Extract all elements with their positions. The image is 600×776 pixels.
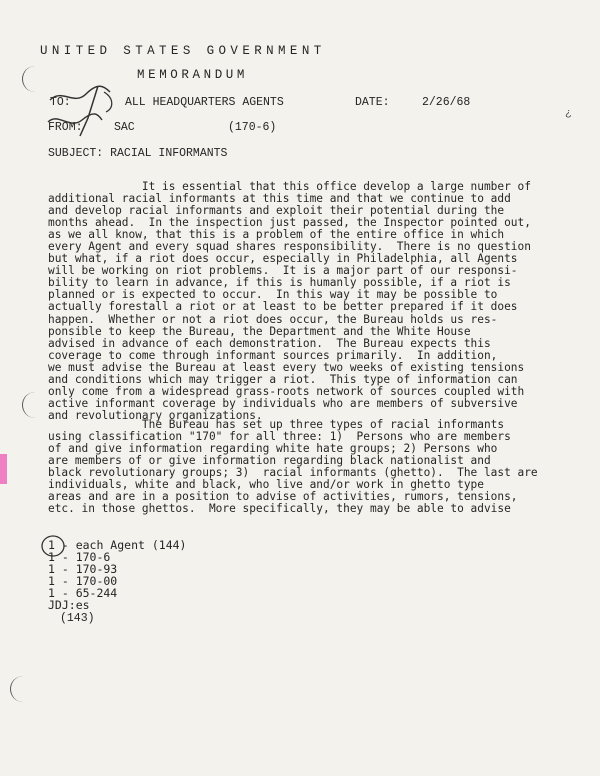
from-sender: SAC — [114, 121, 135, 134]
margin-question-mark-icon: ¿ — [565, 108, 572, 120]
agency-heading: UNITED STATES GOVERNMENT — [40, 44, 326, 58]
file-number: (170-6) — [228, 121, 277, 134]
punch-hole-middle — [22, 392, 37, 418]
memorandum-title: MEMORANDUM — [137, 68, 249, 82]
punch-hole-top — [22, 66, 37, 92]
date-label: DATE: — [355, 96, 390, 109]
to-label: TO: — [50, 96, 71, 109]
pink-tab-mark — [0, 454, 7, 484]
subject-line: SUBJECT: RACIAL INFORMANTS — [48, 147, 228, 160]
punch-hole-bottom — [10, 676, 25, 702]
body-paragraph-2: The Bureau has set up three types of racial informants using classification "170" for all three: 1) Persons who are members of and give information regarding white hate groups; 2) Persons who are members of or give information regarding black nationalist and black revolutionary groups; 3) racial informants (ghetto). The last are individuals, white and black, who live and/or work in ghetto type areas and are in a position to advise of activities, rumors, tensions, etc. in those ghettos. More specifically, they may be able to advise — [48, 418, 538, 516]
distribution-list: 1 - each Agent (144) 1 - 170-6 1 - 170-93 1 - 170-00 1 - 65-244 JDJ:es — [48, 538, 187, 612]
from-label: FROM: — [48, 121, 83, 134]
body-paragraph-1: It is essential that this office develop a large number of additional racial informants at this time and that we continue to add and develop racial informants and exploit their potential during the months ahead. In the inspection just passed, the Inspector pointed out, as we all know, that this is a problem of the entire office in which every Agent and every squad shares responsibility. There is no question but what, if a riot does occur, especially in Philadelphia, all Agents will be working on riot problems. It is a major part of our responsi- bility to learn in advance, if this is humanly possible, if a riot is planned or is expected to occur. In this way it may be possible to actually forestall a riot or at least to be better prepared if it does happen. Whether or not a riot does occur, the Bureau holds us res- ponsible to keep the Bureau, the Department and the White House advised in advance of each demonstration. The Bureau expects this coverage to come through informant sources primarily. In addition, we must advise the Bureau at least every two weeks of existing tensions and conditions which may trigger a riot. This type of information can only come from a widespread grass-roots network of sources coupled with active informant coverage by individuals who are members of subversive and revolutionary organizations. — [48, 180, 531, 422]
memo-date: 2/26/68 — [422, 96, 471, 109]
to-recipient: ALL HEADQUARTERS AGENTS — [125, 96, 284, 109]
file-count-annotation: (143) — [60, 612, 95, 625]
